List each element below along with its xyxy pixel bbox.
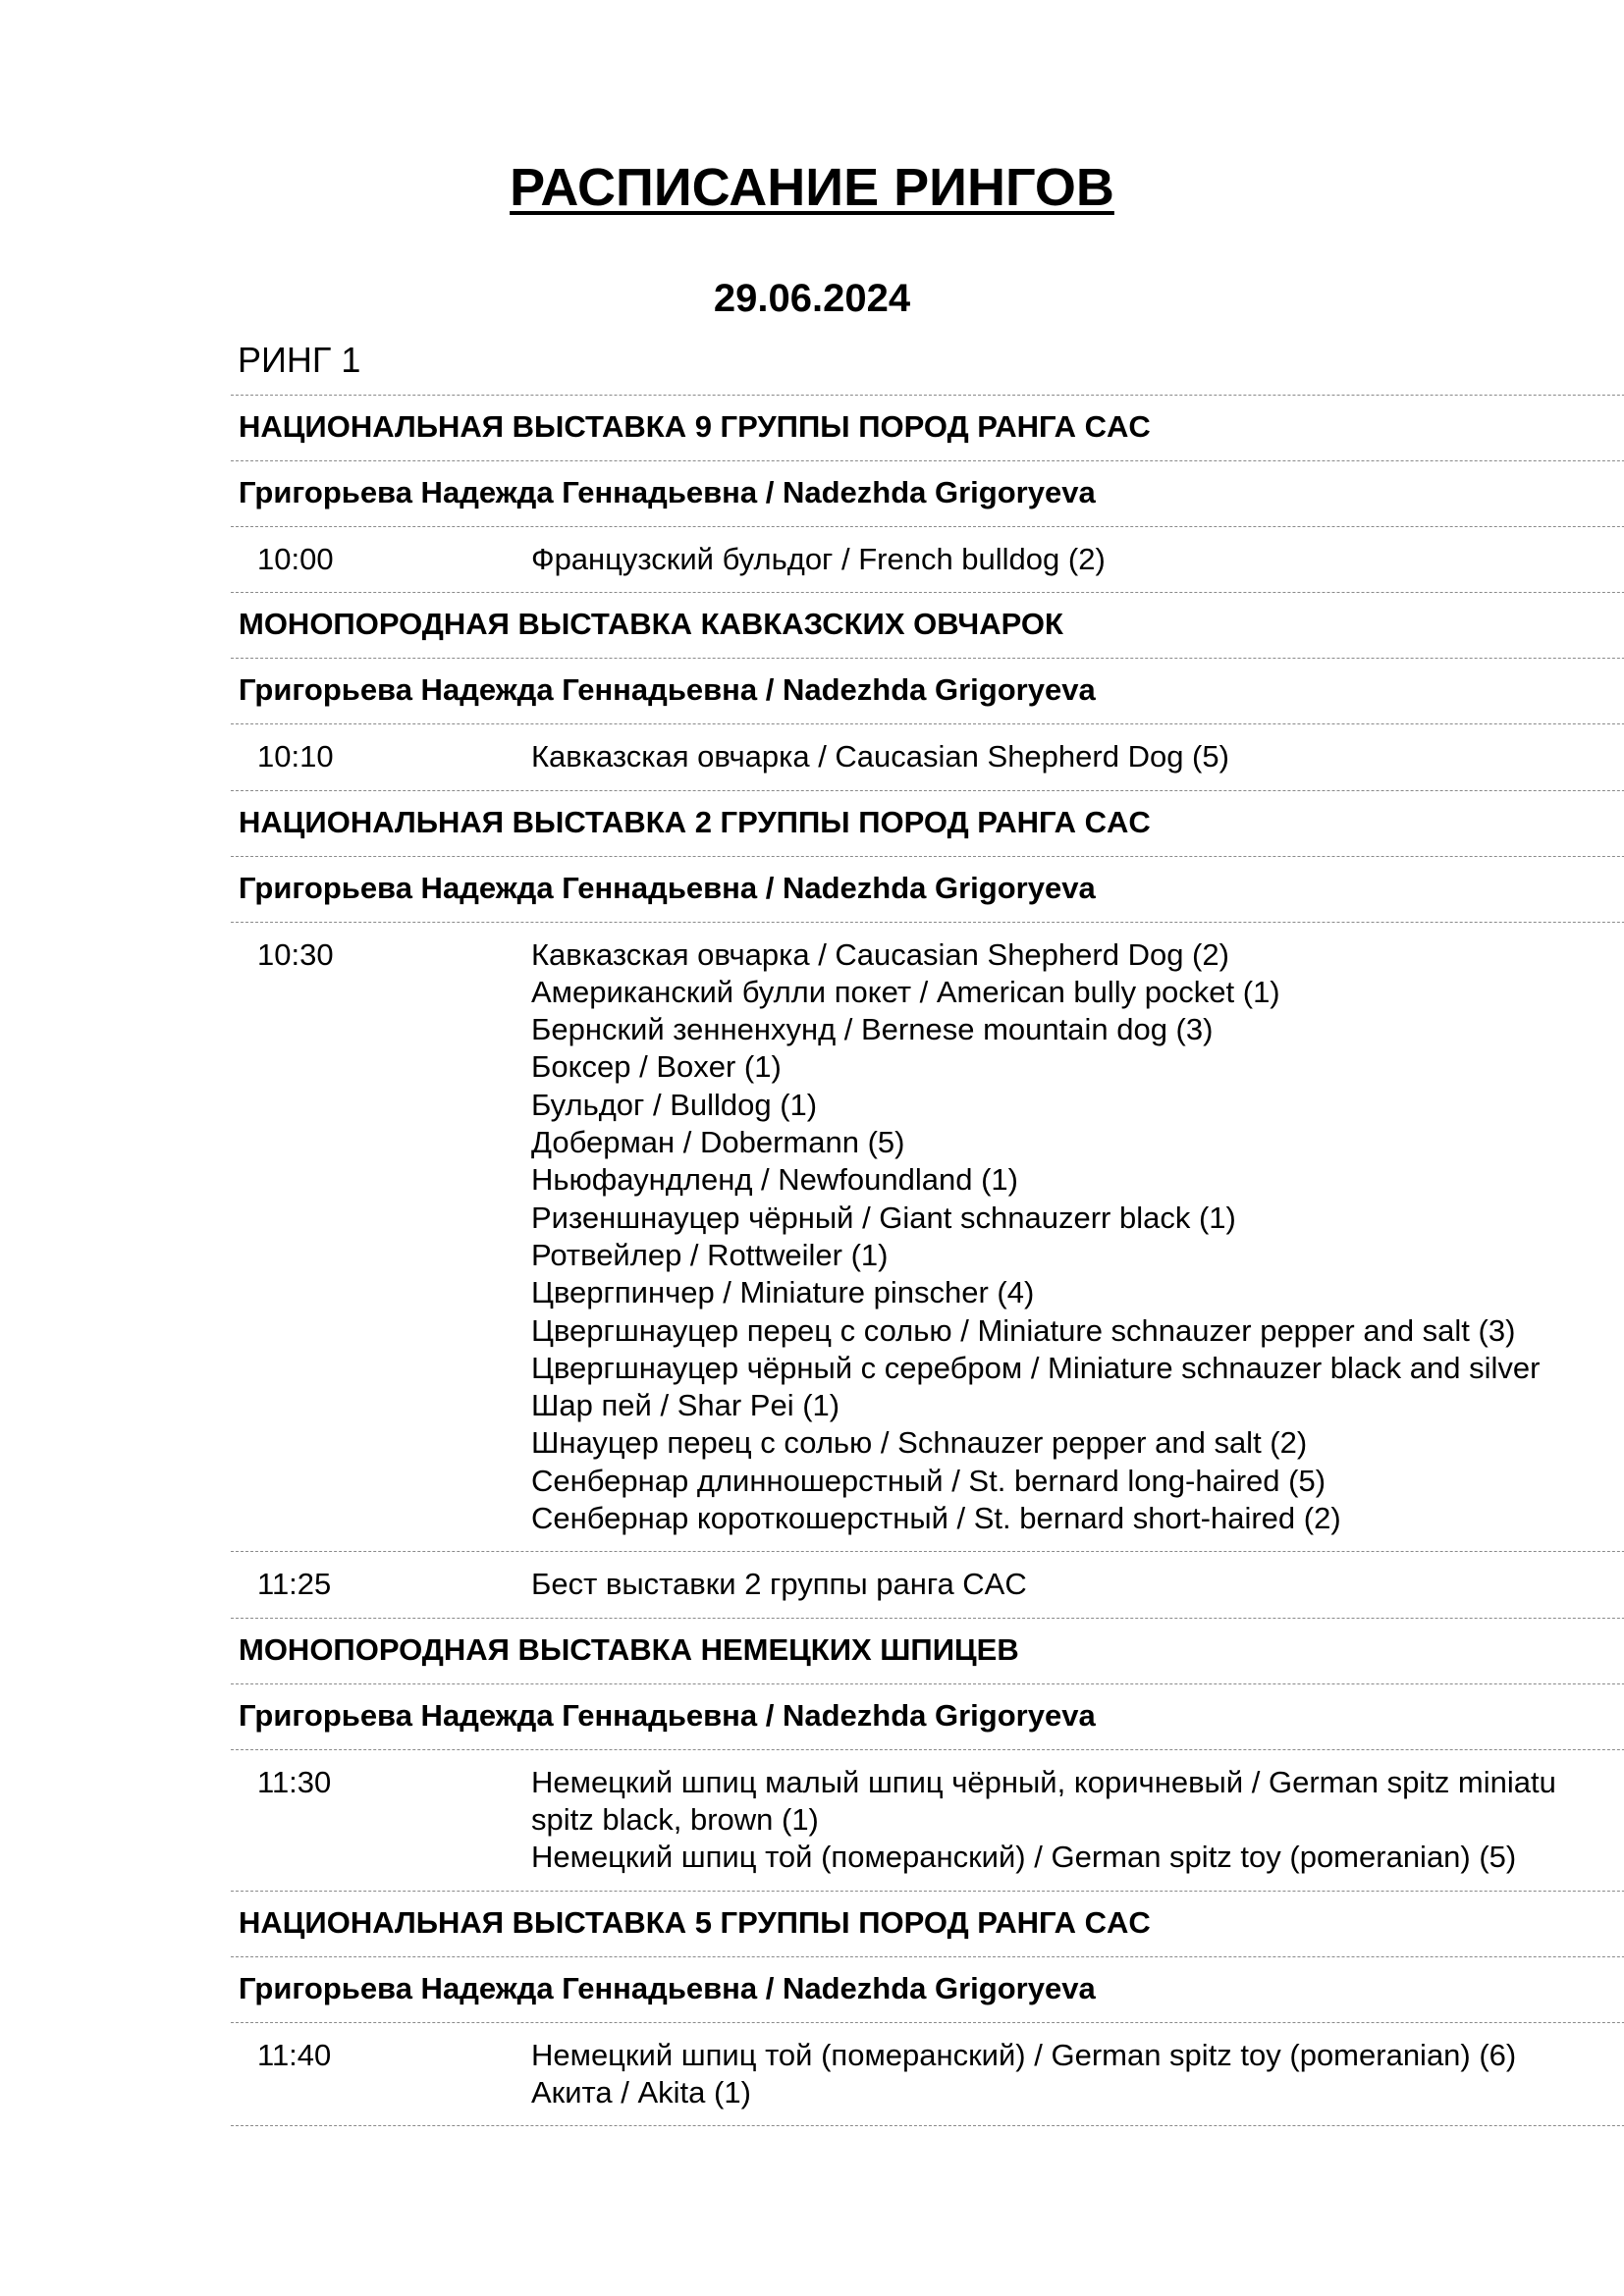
breed-entry: Французский бульдог / French bulldog (2) [531,542,1106,576]
show-title: НАЦИОНАЛЬНАЯ ВЫСТАВКА 5 ГРУППЫ ПОРОД РАНГА CAC [231,1891,1624,1956]
breed-list [531,541,1624,578]
schedule-row [231,1749,1624,1891]
judge-name: Григорьева Надежда Геннадьевна / Nadezhda Grigoryeva [231,856,1624,922]
breed-entry: Немецкий шпиц той (померанский) / German spitz toy (pomeranian) (5) [531,1840,1517,1875]
breed-entry: Боксер / Boxer (1) [531,1049,782,1085]
schedule-row [231,526,1624,592]
breed-entry: Кавказская овчарка / Caucasian Shepherd Dog (2) [531,936,1229,972]
breed-entry: Кавказская овчарка / Caucasian Shepherd Dog (5) [531,739,1229,774]
breed-list [531,936,1624,1538]
breed-list [531,738,1624,775]
entry-time: 10:00 [257,542,334,576]
breed-entry: Ротвейлер / Rottweiler (1) [531,1237,889,1272]
entry-time: 11:40 [257,2037,332,2072]
schedule-table [231,395,1624,2126]
breed-entry: Немецкий шпиц малый шпиц чёрный, коричневый / German spitz miniatu [531,1764,1556,1799]
show-title: МОНОПОРОДНАЯ ВЫСТАВКА НЕМЕЦКИХ ШПИЦЕВ [231,1618,1624,1683]
show-title: НАЦИОНАЛЬНАЯ ВЫСТАВКА 9 ГРУППЫ ПОРОД РАНГА CAC [231,395,1624,460]
breed-entry: Доберман / Dobermann (5) [531,1125,905,1160]
breed-entry: Акита / Akita (1) [531,2074,751,2109]
schedule-date: 29.06.2024 [713,277,911,320]
breed-entry: Ризеншнауцер чёрный / Giant schnauzerr black (1) [531,1200,1236,1235]
show-title: МОНОПОРОДНАЯ ВЫСТАВКА КАВКАЗСКИХ ОВЧАРОК [231,592,1624,658]
breed-list [531,2037,1624,2112]
breed-entry: Цвергшнауцер чёрный с серебром / Miniature schnauzer black and silver [531,1350,1541,1385]
judge-name: Григорьева Надежда Геннадьевна / Nadezhda Grigoryeva [231,658,1624,723]
judge-name: Григорьева Надежда Геннадьевна / Nadezhda Grigoryeva [231,460,1624,526]
breed-entry: Бернский зенненхунд / Bernese mountain dog (3) [531,1012,1214,1047]
breed-entry: Бульдог / Bulldog (1) [531,1087,818,1122]
breed-entry: Американский булли покет / American bully pocket (1) [531,974,1280,1009]
breed-entry: Шар пей / Shar Pei (1) [531,1388,840,1423]
schedule-row [231,2022,1624,2127]
breed-entry: Сенбернар длинношерстный / St. bernard long-haired (5) [531,1463,1326,1498]
entry-time: 10:30 [257,936,334,972]
breed-entry: Ньюфаундленд / Newfoundland (1) [531,1162,1018,1198]
breed-entry: Цвергшнауцер перец с солью / Miniature schnauzer pepper and salt (3) [531,1312,1516,1348]
schedule-row [231,723,1624,789]
ring-label: РИНГ 1 [238,340,361,380]
show-title: НАЦИОНАЛЬНАЯ ВЫСТАВКА 2 ГРУППЫ ПОРОД РАНГА CAC [231,790,1624,856]
breed-list [531,1764,1624,1877]
breed-entry: Сенбернар короткошерстный / St. bernard short-haired (2) [531,1501,1341,1536]
breed-entry: spitz black, brown (1) [531,1801,819,1837]
judge-name: Григорьева Надежда Геннадьевна / Nadezhda Grigoryeva [231,1956,1624,2022]
entry-time: 10:10 [257,739,334,774]
entry-time: 11:25 [257,1567,332,1602]
schedule-row [231,1551,1624,1617]
page-title-text: РАСПИСАНИЕ РИНГОВ [510,158,1114,217]
schedule-row [231,922,1624,1552]
breed-list [531,1566,1624,1603]
breed-entry: Шнауцер перец с солью / Schnauzer pepper and salt (2) [531,1425,1308,1461]
breed-entry: Немецкий шпиц той (померанский) / German spitz toy (pomeranian) (6) [531,2037,1517,2072]
breed-entry: Цвергпинчер / Miniature pinscher (4) [531,1275,1035,1310]
entry-time: 11:30 [257,1764,332,1799]
breed-entry: Бест выставки 2 группы ранга CAC [531,1567,1027,1602]
page-title [0,153,1624,222]
judge-name: Григорьева Надежда Геннадьевна / Nadezhda Grigoryeva [231,1683,1624,1749]
